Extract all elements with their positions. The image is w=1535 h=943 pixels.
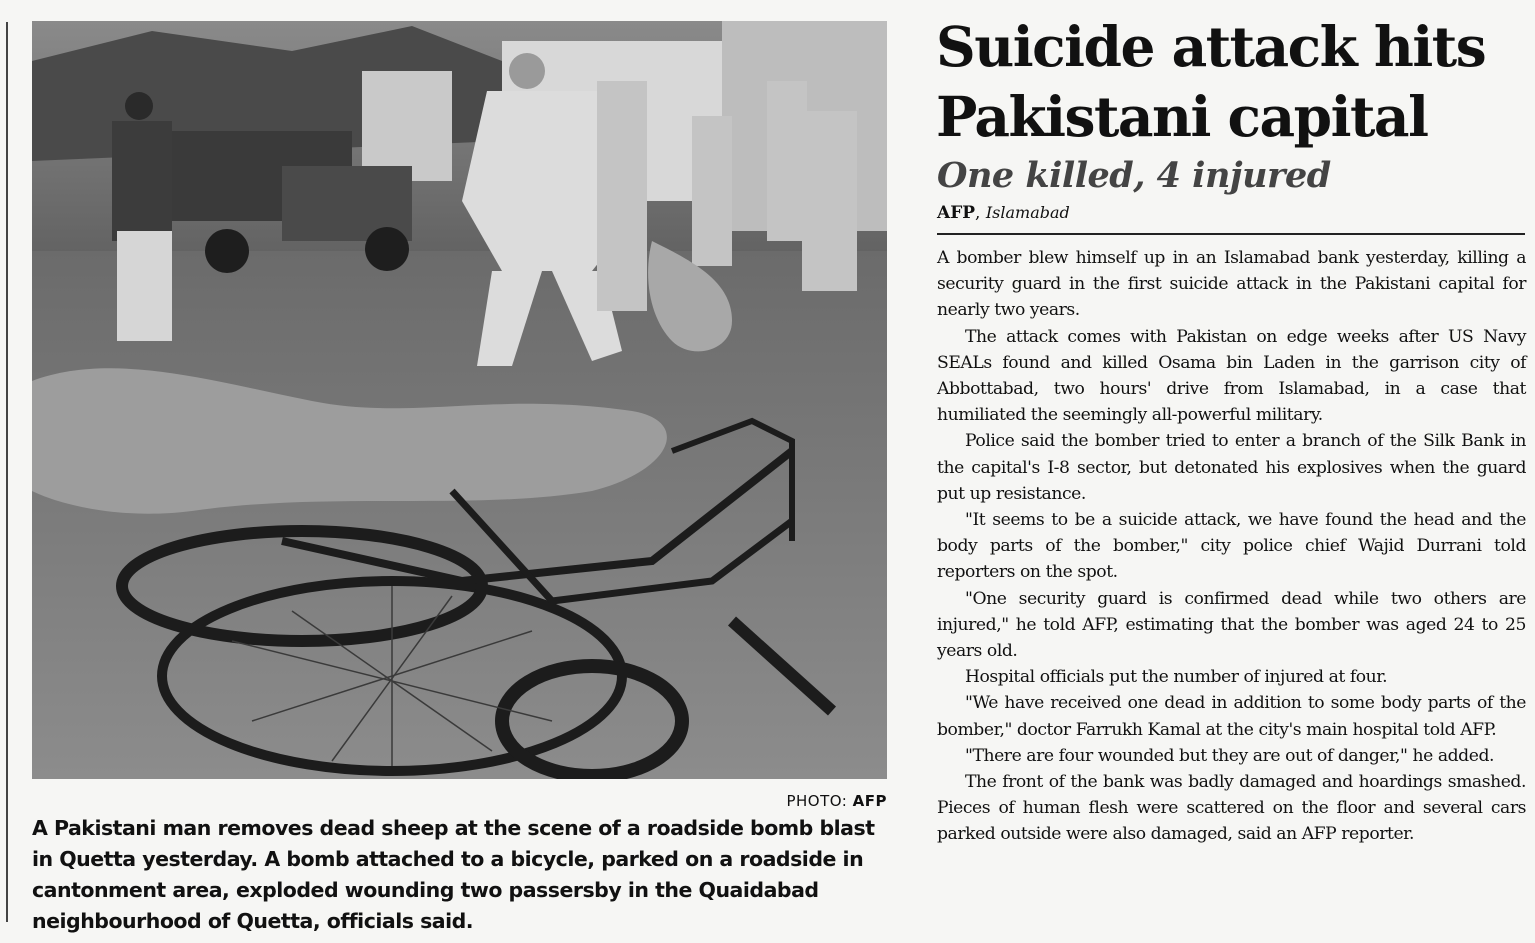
news-photo bbox=[32, 21, 887, 779]
article-paragraph: "We have received one dead in addition to some body parts of the bomber," doctor Farrukh Kamal at the city's main hospital told AFP. bbox=[937, 693, 1526, 740]
photo-credit-label: PHOTO: bbox=[786, 792, 848, 810]
photo-illustration bbox=[32, 21, 887, 779]
article-paragraph: "One security guard is confirmed dead while two others are injured," he told AFP, estimating that the bomber was aged 24 to 25 years old. bbox=[937, 588, 1526, 662]
article-paragraph: The attack comes with Pakistan on edge weeks after US Navy SEALs found and killed Osama bin Laden in the garrison city of Abbottabad, two hours' drive from Islamabad, in a case that humiliated the seemingly all-powerful military. bbox=[937, 326, 1526, 426]
article-paragraph: Hospital officials put the number of injured at four. bbox=[965, 667, 1388, 688]
photo-credit-source: AFP bbox=[852, 792, 887, 810]
article-paragraph: A bomber blew himself up in an Islamabad bank yesterday, killing a security guard in the first suicide attack in the Pakistani capital for nearly two years. bbox=[937, 248, 1526, 321]
subheadline: One killed, 4 injured bbox=[937, 155, 1331, 196]
column-rule bbox=[6, 22, 8, 922]
byline-divider bbox=[937, 233, 1525, 235]
article-paragraph: "It seems to be a suicide attack, we have found the head and the body parts of the bomber," city police chief Wajid Durrani told reporters on the spot. bbox=[937, 510, 1526, 583]
building-shape bbox=[362, 71, 452, 181]
article-body bbox=[937, 245, 1526, 848]
byline-agency: AFP bbox=[937, 203, 976, 223]
byline-separator: , bbox=[975, 203, 986, 223]
article-paragraph: "There are four wounded but they are out of danger," he added. bbox=[965, 745, 1495, 766]
byline bbox=[937, 201, 1527, 225]
article-paragraph: Police said the bomber tried to enter a branch of the Silk Bank in the capital's I-8 sector, but detonated his explosives when the guard put up resistance. bbox=[937, 431, 1526, 504]
photo-caption: A Pakistani man removes dead sheep at the scene of a roadside bomb blast in Quetta yesterday. A bomb attached to a bicycle, parked on a roadside in cantonment area, exploded wounding two passersby in the Quaidabad neighbourhood of Quetta, officials said. bbox=[32, 816, 875, 933]
headline: Suicide attack hits Pakistani capital bbox=[936, 14, 1486, 149]
photo-credit bbox=[660, 792, 887, 810]
person-shape bbox=[112, 92, 172, 341]
article-paragraph: The front of the bank was badly damaged and hoardings smashed. Pieces of human flesh were scattered on the floor and several cars parked outside were also damaged, said an AFP reporter. bbox=[937, 772, 1526, 845]
byline-place: Islamabad bbox=[985, 203, 1070, 222]
